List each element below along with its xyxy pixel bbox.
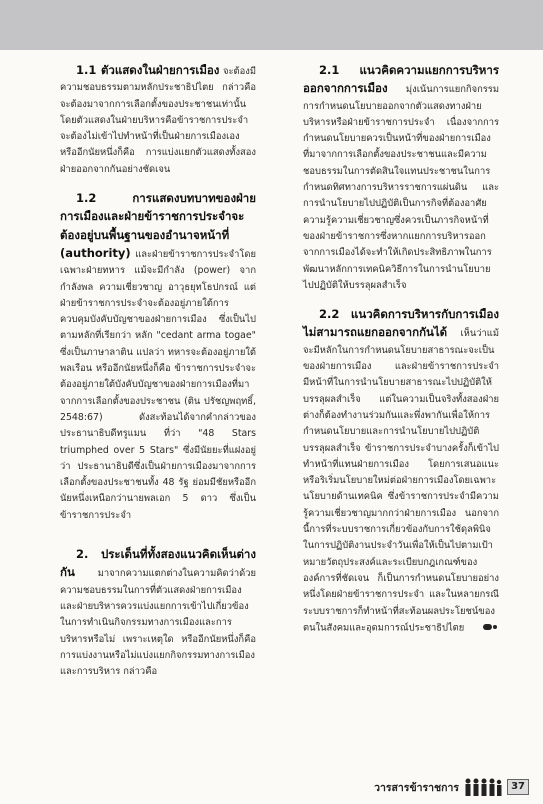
journal-title: วารสารข้าราชการ bbox=[374, 781, 460, 794]
body-2-2: เห็นว่าแม้จะมีหลักในการกำหนดนโยบายสาธารณะจะเป็นของฝ่ายการเมือง และฝ่ายข้าราชการประจำมีหน้าที่ในการนำนโยบายสาธารณะไปปฏิบัติให้บรรลุผลสำเร็จ แต่ในความเป็นจริงทั้งสองฝ่ายต่างก็ต้องทำงานร่วมกันและพึ่งพากันเพื่อให้การกำหนดนโยบายและการนำนโยบายไปปฏิบัติบรรลุผลสำเร็จ ข้าราชการประจำบางครั้งก็เข้าไปทำหน้าที่แทนฝ่ายการเมือง โดยการเสนอแนะหรือริเริ่มนโยบายใหม่ต่อฝ่ายการเมืองโดยเฉพาะนโยบายด้านเทคนิค ซึ่งข้าราชการประจำมีความรู้ความเชี่ยวชาญมากกว่าฝ่ายการเมือง นอกจากนี้การที่ระบบราชการเกี่ยวข้องกับการใช้ดุลพินิจในการปฏิบัติงานประจำวันเพื่อให้เป็นไปตามเป้าหมายวัตถุประสงค์และระเบียบกฎเกณฑ์ขององค์การที่ชัดเจน ก็เป็นการกำหนดนโยบายอย่างหนึ่งโดยฝ่ายข้าราชการประจำ และในหลายกรณีระบบราชการก็ทำหน้าที่สะท้อนผลประโยชน์ของตนในสังคมและอุดมการณ์ประชาธิปไตย bbox=[303, 328, 499, 634]
paragraph-2 bbox=[60, 546, 256, 680]
page-number: 37 bbox=[507, 779, 529, 795]
page-footer bbox=[374, 778, 529, 796]
paragraph-2-2 bbox=[303, 306, 499, 637]
heading-2-1: 2.1 แนวคิดความแยกการบริหารออกจากการเมือง bbox=[303, 63, 499, 96]
body-2-1: มุ่งเน้นการแยกกิจกรรมการกำหนดนโยบายออกจากตัวแสดงทางฝ่ายบริหารหรือฝ่ายข้าราชการประจำ เนื่องจากการกำหนดนโยบายควรเป็นหน้าที่ของฝ่ายการเมืองที่มาจากการเลือกตั้งของประชาชนและมีความชอบธรรมในการตัดสินใจแทนประชาชนในการกำหนดทิศทางการบริหารราชการแผ่นดิน และการนำนโยบายไปปฏิบัติเป็นการกิจที่ต้องอาศัยความรู้ความเชี่ยวชาญซึ่งควรเป็นภารกิจหน้าที่ของฝ่ายข้าราชการซึ่งหากแยกการบริหารออกจากการเมืองได้จะทำให้เกิดประสิทธิภาพในการพัฒนาหลักการเทคนิควิธีการในการนำนโยบายไปปฏิบัติให้บรรลุผลสำเร็จ bbox=[303, 84, 499, 291]
end-mark-icon bbox=[467, 620, 497, 636]
top-gray-band bbox=[0, 0, 543, 50]
left-column bbox=[60, 62, 256, 692]
paragraph-1-2 bbox=[60, 190, 256, 524]
heading-1-1: 1.1 ตัวแสดงในฝ่ายการเมือง bbox=[76, 63, 220, 77]
heading-1-2: 1.2 การแสดงบทบาทของฝ่ายการเมืองและฝ่ายข้าราชการประจำจะต้องอยู่บนพื้นฐานของอำนาจหน้าที่ (authority) bbox=[60, 191, 256, 260]
people-logo-icon bbox=[464, 778, 502, 796]
heading-2-2: 2.2 แนวคิดการบริหารกับการเมืองไม่สามารถแยกออกจากกันได้ bbox=[303, 307, 499, 340]
body-1-1: จะต้องมีความชอบธรรมตามหลักประชาธิปไตย กล่าวคือ จะต้องมาจากการเลือกตั้งของประชาชนเท่านั้น โดยตัวแสดงในฝ่ายบริหารคือข้าราชการประจำจะต้องไม่เข้าไปทำหน้าที่เป็นฝ่ายการเมืองเอง หรืออีกนัยหนึ่งก็คือ การแบ่งแยกตัวแสดงทั้งสองฝ่ายออกจากกันอย่างชัดเจน bbox=[60, 66, 256, 175]
body-2: มาจากความแตกต่างในความคิดว่าด้วยความชอบธรรมในการที่ตัวแสดงฝ่ายการเมืองและฝ่ายบริหารควรแบ่งแยกการเข้าไปเกี่ยวข้องในการทำเนินกิจกรรมทางการเมืองและการบริหารหรือไม่ เพราะเหตุใด หรืออีกนัยหนึ่งก็คือ การแบ่งงานหรือไม่แบ่งแยกกิจกรรมทางการเมืองและการบริหาร กล่าวคือ bbox=[60, 568, 256, 678]
right-column bbox=[303, 62, 499, 649]
paragraph-2-1 bbox=[303, 62, 499, 294]
body-1-2: และฝ่ายข้าราชการประจำโดยเฉพาะฝ่ายทหาร แม้จะมีกำลัง (power) จากกำลังพล ความเชี่ยวชาญ อาวุธยุทโธปกรณ์ แต่ฝ่ายข้าราชการประจำจะต้องอยู่ภายใต้การควบคุมบังคับบัญชาของฝ่ายการเมือง ซึ่งเป็นไปตามหลักที่เรียกว่า หลัก "cedant arma togae" ซึ่งเป็นภาษาลาติน แปลว่า ทหารจะต้องอยู่ภายใต้พลเรือน หรืออีกนัยหนึ่งก็คือ ข้าราชการประจำจะต้องอยู่ภายใต้บังคับบัญชาของฝ่ายการเมืองที่มาจากการเลือกตั้งของประชาชน (ติน ปรัชญพฤทธิ์, 2548:67) ดังสะท้อนได้จากคำกล่าวของประธานาธิบดีทรูแมน ที่ว่า "48 Stars triumphed over 5 Stars" ซึ่งมีนัยยะที่แฝงอยู่ว่า ประธานาธิบดีซึ่งเป็นฝ่ายการเมืองมาจากการเลือกตั้งของประชาชนทั้ง 48 รัฐ ย่อมมีชัยหรืออีกนัยหนึ่งเหนือกว่านายพลเอก 5 ดาว ซึ่งเป็นข้าราชการประจำ bbox=[60, 248, 256, 521]
heading-2: 2. ประเด็นที่ทั้งสองแนวคิดเห็นต่างกัน bbox=[60, 547, 256, 580]
paragraph-1-1 bbox=[60, 62, 256, 178]
